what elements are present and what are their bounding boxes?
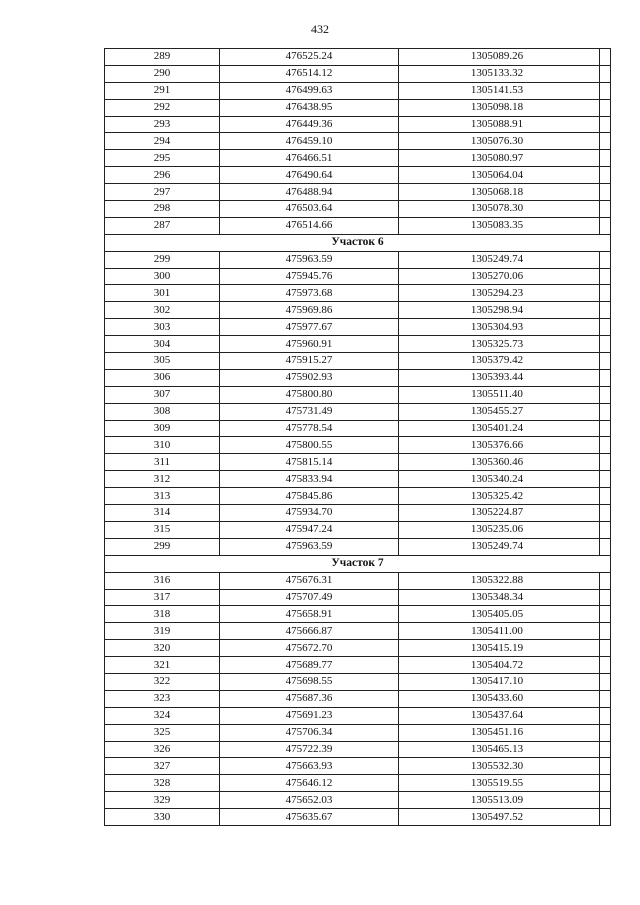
point-number-cell: 299 — [105, 251, 220, 268]
table-row — [105, 589, 611, 606]
point-number-cell: 320 — [105, 640, 220, 657]
table-row — [105, 302, 611, 319]
table-row — [105, 336, 611, 353]
x-coordinate-cell: 476514.12 — [220, 65, 399, 82]
table-row — [105, 116, 611, 133]
y-coordinate-cell: 1305404.72 — [399, 657, 600, 674]
table-row — [105, 690, 611, 707]
table-row — [105, 437, 611, 454]
empty-cell — [600, 420, 611, 437]
coordinates-table-body — [105, 49, 611, 826]
empty-cell — [600, 403, 611, 420]
x-coordinate-cell: 475915.27 — [220, 353, 399, 370]
x-coordinate-cell: 476438.95 — [220, 99, 399, 116]
empty-cell — [600, 167, 611, 184]
point-number-cell: 319 — [105, 623, 220, 640]
y-coordinate-cell: 1305437.64 — [399, 707, 600, 724]
empty-cell — [600, 690, 611, 707]
empty-cell — [600, 775, 611, 792]
table-row — [105, 758, 611, 775]
table-row — [105, 572, 611, 589]
table-row — [105, 369, 611, 386]
y-coordinate-cell: 1305393.44 — [399, 369, 600, 386]
x-coordinate-cell: 475960.91 — [220, 336, 399, 353]
table-row — [105, 521, 611, 538]
x-coordinate-cell: 475672.70 — [220, 640, 399, 657]
point-number-cell: 303 — [105, 319, 220, 336]
point-number-cell: 293 — [105, 116, 220, 133]
x-coordinate-cell: 476514.66 — [220, 217, 399, 234]
y-coordinate-cell: 1305080.97 — [399, 150, 600, 167]
empty-cell — [600, 150, 611, 167]
y-coordinate-cell: 1305076.30 — [399, 133, 600, 150]
x-coordinate-cell: 475963.59 — [220, 538, 399, 555]
table-row — [105, 150, 611, 167]
table-row — [105, 49, 611, 66]
table-row — [105, 606, 611, 623]
point-number-cell: 312 — [105, 471, 220, 488]
empty-cell — [600, 454, 611, 471]
x-coordinate-cell: 476490.64 — [220, 167, 399, 184]
y-coordinate-cell: 1305249.74 — [399, 538, 600, 555]
point-number-cell: 296 — [105, 167, 220, 184]
y-coordinate-cell: 1305360.46 — [399, 454, 600, 471]
point-number-cell: 313 — [105, 488, 220, 505]
point-number-cell: 290 — [105, 65, 220, 82]
table-row — [105, 403, 611, 420]
point-number-cell: 328 — [105, 775, 220, 792]
empty-cell — [600, 201, 611, 218]
y-coordinate-cell: 1305532.30 — [399, 758, 600, 775]
x-coordinate-cell: 476466.51 — [220, 150, 399, 167]
point-number-cell: 295 — [105, 150, 220, 167]
table-row — [105, 792, 611, 809]
empty-cell — [600, 521, 611, 538]
x-coordinate-cell: 475778.54 — [220, 420, 399, 437]
x-coordinate-cell: 475658.91 — [220, 606, 399, 623]
point-number-cell: 300 — [105, 268, 220, 285]
point-number-cell: 299 — [105, 538, 220, 555]
point-number-cell: 323 — [105, 690, 220, 707]
point-number-cell: 325 — [105, 724, 220, 741]
x-coordinate-cell: 475963.59 — [220, 251, 399, 268]
empty-cell — [600, 471, 611, 488]
x-coordinate-cell: 476488.94 — [220, 184, 399, 201]
empty-cell — [600, 758, 611, 775]
y-coordinate-cell: 1305411.00 — [399, 623, 600, 640]
x-coordinate-cell: 475833.94 — [220, 471, 399, 488]
x-coordinate-cell: 475973.68 — [220, 285, 399, 302]
table-row — [105, 184, 611, 201]
x-coordinate-cell: 475698.55 — [220, 673, 399, 690]
x-coordinate-cell: 475969.86 — [220, 302, 399, 319]
table-row — [105, 82, 611, 99]
y-coordinate-cell: 1305089.26 — [399, 49, 600, 66]
point-number-cell: 306 — [105, 369, 220, 386]
point-number-cell: 321 — [105, 657, 220, 674]
page-number: 432 — [311, 22, 329, 36]
table-row — [105, 319, 611, 336]
x-coordinate-cell: 475663.93 — [220, 758, 399, 775]
x-coordinate-cell: 476499.63 — [220, 82, 399, 99]
y-coordinate-cell: 1305415.19 — [399, 640, 600, 657]
point-number-cell: 301 — [105, 285, 220, 302]
point-number-cell: 314 — [105, 505, 220, 522]
empty-cell — [600, 133, 611, 150]
table-row — [105, 775, 611, 792]
table-row — [105, 268, 611, 285]
y-coordinate-cell: 1305078.30 — [399, 201, 600, 218]
point-number-cell: 326 — [105, 741, 220, 758]
y-coordinate-cell: 1305322.88 — [399, 572, 600, 589]
y-coordinate-cell: 1305405.05 — [399, 606, 600, 623]
empty-cell — [600, 606, 611, 623]
y-coordinate-cell: 1305235.06 — [399, 521, 600, 538]
empty-cell — [600, 673, 611, 690]
point-number-cell: 322 — [105, 673, 220, 690]
x-coordinate-cell: 475707.49 — [220, 589, 399, 606]
point-number-cell: 302 — [105, 302, 220, 319]
point-number-cell: 297 — [105, 184, 220, 201]
y-coordinate-cell: 1305401.24 — [399, 420, 600, 437]
x-coordinate-cell: 475815.14 — [220, 454, 399, 471]
y-coordinate-cell: 1305340.24 — [399, 471, 600, 488]
x-coordinate-cell: 475934.70 — [220, 505, 399, 522]
table-row — [105, 133, 611, 150]
point-number-cell: 330 — [105, 809, 220, 826]
empty-cell — [600, 437, 611, 454]
x-coordinate-cell: 475687.36 — [220, 690, 399, 707]
empty-cell — [600, 82, 611, 99]
point-number-cell: 304 — [105, 336, 220, 353]
y-coordinate-cell: 1305270.06 — [399, 268, 600, 285]
empty-cell — [600, 369, 611, 386]
empty-cell — [600, 505, 611, 522]
empty-cell — [600, 217, 611, 234]
point-number-cell: 291 — [105, 82, 220, 99]
coordinates-table — [104, 48, 611, 826]
empty-cell — [600, 589, 611, 606]
x-coordinate-cell: 475800.80 — [220, 386, 399, 403]
table-row — [105, 657, 611, 674]
point-number-cell: 292 — [105, 99, 220, 116]
table-row — [105, 386, 611, 403]
table-row — [105, 623, 611, 640]
x-coordinate-cell: 475947.24 — [220, 521, 399, 538]
table-row — [105, 420, 611, 437]
table-row — [105, 201, 611, 218]
y-coordinate-cell: 1305133.32 — [399, 65, 600, 82]
table-row — [105, 217, 611, 234]
y-coordinate-cell: 1305417.10 — [399, 673, 600, 690]
empty-cell — [600, 623, 611, 640]
y-coordinate-cell: 1305433.60 — [399, 690, 600, 707]
x-coordinate-cell: 475945.76 — [220, 268, 399, 285]
y-coordinate-cell: 1305088.91 — [399, 116, 600, 133]
section-header-row — [105, 555, 611, 572]
empty-cell — [600, 353, 611, 370]
empty-cell — [600, 488, 611, 505]
point-number-cell: 329 — [105, 792, 220, 809]
x-coordinate-cell: 475706.34 — [220, 724, 399, 741]
table-row — [105, 724, 611, 741]
y-coordinate-cell: 1305068.18 — [399, 184, 600, 201]
table-row — [105, 488, 611, 505]
coordinates-table-container — [104, 48, 608, 826]
section-header-row — [105, 234, 611, 251]
y-coordinate-cell: 1305497.52 — [399, 809, 600, 826]
table-row — [105, 707, 611, 724]
empty-cell — [600, 65, 611, 82]
table-row — [105, 251, 611, 268]
y-coordinate-cell: 1305294.23 — [399, 285, 600, 302]
point-number-cell: 289 — [105, 49, 220, 66]
empty-cell — [600, 285, 611, 302]
y-coordinate-cell: 1305511.40 — [399, 386, 600, 403]
y-coordinate-cell: 1305304.93 — [399, 319, 600, 336]
empty-cell — [600, 99, 611, 116]
empty-cell — [600, 741, 611, 758]
x-coordinate-cell: 475902.93 — [220, 369, 399, 386]
x-coordinate-cell: 475691.23 — [220, 707, 399, 724]
y-coordinate-cell: 1305298.94 — [399, 302, 600, 319]
table-row — [105, 809, 611, 826]
empty-cell — [600, 724, 611, 741]
table-row — [105, 640, 611, 657]
point-number-cell: 316 — [105, 572, 220, 589]
point-number-cell: 315 — [105, 521, 220, 538]
empty-cell — [600, 792, 611, 809]
x-coordinate-cell: 475845.86 — [220, 488, 399, 505]
y-coordinate-cell: 1305513.09 — [399, 792, 600, 809]
y-coordinate-cell: 1305519.55 — [399, 775, 600, 792]
x-coordinate-cell: 475635.67 — [220, 809, 399, 826]
point-number-cell: 324 — [105, 707, 220, 724]
x-coordinate-cell: 475722.39 — [220, 741, 399, 758]
y-coordinate-cell: 1305455.27 — [399, 403, 600, 420]
y-coordinate-cell: 1305249.74 — [399, 251, 600, 268]
y-coordinate-cell: 1305098.18 — [399, 99, 600, 116]
x-coordinate-cell: 475689.77 — [220, 657, 399, 674]
y-coordinate-cell: 1305141.53 — [399, 82, 600, 99]
empty-cell — [600, 572, 611, 589]
empty-cell — [600, 538, 611, 555]
y-coordinate-cell: 1305465.13 — [399, 741, 600, 758]
point-number-cell: 318 — [105, 606, 220, 623]
empty-cell — [600, 809, 611, 826]
section-title: Участок 7 — [105, 555, 611, 572]
empty-cell — [600, 116, 611, 133]
y-coordinate-cell: 1305325.73 — [399, 336, 600, 353]
x-coordinate-cell: 476459.10 — [220, 133, 399, 150]
point-number-cell: 307 — [105, 386, 220, 403]
table-row — [105, 538, 611, 555]
empty-cell — [600, 640, 611, 657]
section-title: Участок 6 — [105, 234, 611, 251]
x-coordinate-cell: 475652.03 — [220, 792, 399, 809]
x-coordinate-cell: 475666.87 — [220, 623, 399, 640]
point-number-cell: 308 — [105, 403, 220, 420]
point-number-cell: 298 — [105, 201, 220, 218]
empty-cell — [600, 707, 611, 724]
table-row — [105, 673, 611, 690]
table-row — [105, 353, 611, 370]
y-coordinate-cell: 1305376.66 — [399, 437, 600, 454]
x-coordinate-cell: 475977.67 — [220, 319, 399, 336]
table-row — [105, 471, 611, 488]
y-coordinate-cell: 1305064.04 — [399, 167, 600, 184]
table-row — [105, 454, 611, 471]
table-row — [105, 741, 611, 758]
x-coordinate-cell: 476503.64 — [220, 201, 399, 218]
empty-cell — [600, 49, 611, 66]
y-coordinate-cell: 1305325.42 — [399, 488, 600, 505]
x-coordinate-cell: 476525.24 — [220, 49, 399, 66]
y-coordinate-cell: 1305224.87 — [399, 505, 600, 522]
x-coordinate-cell: 475676.31 — [220, 572, 399, 589]
x-coordinate-cell: 475800.55 — [220, 437, 399, 454]
table-row — [105, 505, 611, 522]
empty-cell — [600, 184, 611, 201]
empty-cell — [600, 302, 611, 319]
point-number-cell: 294 — [105, 133, 220, 150]
empty-cell — [600, 268, 611, 285]
y-coordinate-cell: 1305451.16 — [399, 724, 600, 741]
empty-cell — [600, 319, 611, 336]
point-number-cell: 311 — [105, 454, 220, 471]
x-coordinate-cell: 475646.12 — [220, 775, 399, 792]
point-number-cell: 317 — [105, 589, 220, 606]
table-row — [105, 285, 611, 302]
empty-cell — [600, 657, 611, 674]
empty-cell — [600, 336, 611, 353]
x-coordinate-cell: 475731.49 — [220, 403, 399, 420]
x-coordinate-cell: 476449.36 — [220, 116, 399, 133]
y-coordinate-cell: 1305379.42 — [399, 353, 600, 370]
point-number-cell: 305 — [105, 353, 220, 370]
y-coordinate-cell: 1305348.34 — [399, 589, 600, 606]
point-number-cell: 310 — [105, 437, 220, 454]
y-coordinate-cell: 1305083.35 — [399, 217, 600, 234]
point-number-cell: 287 — [105, 217, 220, 234]
point-number-cell: 327 — [105, 758, 220, 775]
point-number-cell: 309 — [105, 420, 220, 437]
table-row — [105, 65, 611, 82]
empty-cell — [600, 386, 611, 403]
table-row — [105, 167, 611, 184]
empty-cell — [600, 251, 611, 268]
table-row — [105, 99, 611, 116]
